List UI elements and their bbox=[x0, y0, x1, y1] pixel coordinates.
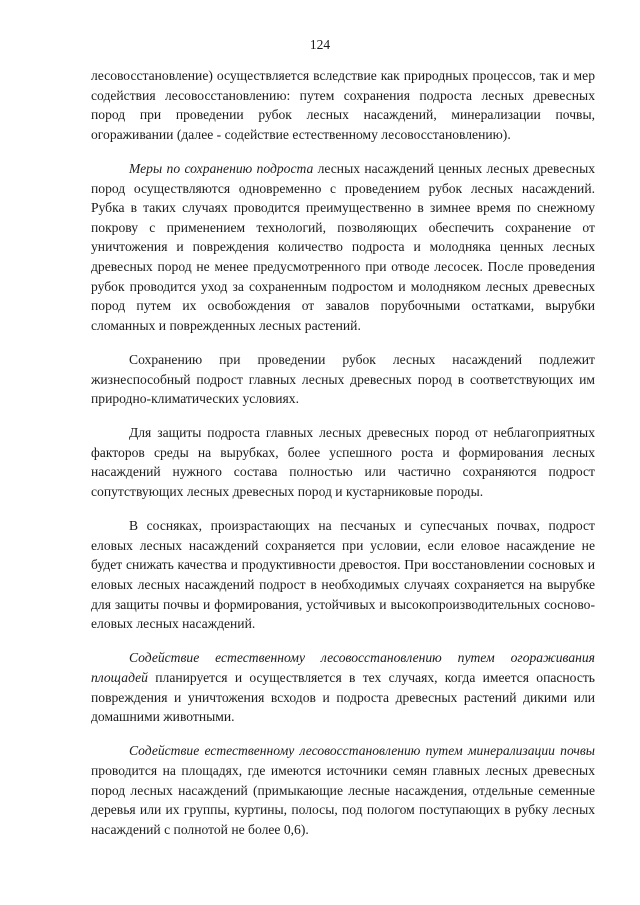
paragraph-continuation bbox=[91, 66, 595, 144]
paragraph-fencing bbox=[91, 648, 595, 726]
paragraph-emphasis: Содействие естественному лесовосстановлению путем огораживания площадей bbox=[91, 650, 595, 685]
paragraph-soil-mineralization bbox=[91, 741, 595, 839]
paragraph-text: проводится на площадях, где имеются источники семян главных лесных древесных пород лесных насаждений (примыкающие лесные насаждения, отдельные семенные деревья или их группы, куртины, полосы, под пологом поступающих в рубку лесных насаждений с полнотой не более 0,6). bbox=[91, 762, 595, 837]
paragraph-emphasis: Содействие естественному лесовосстановлению путем минерализации почвы bbox=[129, 743, 595, 759]
paragraph-pine-forests bbox=[91, 516, 595, 634]
paragraph-text: Для защиты подроста главных лесных древесных пород от неблагоприятных факторов среды на вырубках, более успешного роста и формирования лесных насаждений нужного состава полностью или частично сохраняются подрост сопутствующих лесных древесных пород и кустарниковые породы. bbox=[91, 425, 595, 500]
paragraph-emphasis: Меры по сохранению подроста bbox=[129, 160, 314, 176]
paragraph-viable-undergrowth bbox=[91, 350, 595, 409]
paragraph-text: В сосняках, произрастающих на песчаных и супесчаных почвах, подрост еловых лесных насаждений сохраняется при условии, если еловое насаждение не будет снижать качества и продуктивности древостоя. При восстановлении сосновых и еловых лесных насаждений подрост в необходимых случаях сохраняется на вырубке для защиты почвы и формирования, устойчивых и высокопроизводительных сосново-еловых лесных насаждений. bbox=[91, 518, 595, 632]
paragraph-undergrowth-preservation bbox=[91, 159, 595, 335]
paragraph-protection bbox=[91, 423, 595, 501]
page-body bbox=[91, 66, 595, 839]
paragraph-text: лесных насаждений ценных лесных древесных пород осуществляются одновременно с проведением рубок лесных насаждений. Рубка в таких случаях проводится преимущественно в зимнее время по снежному покрову с применением технологий, позволяющих обеспечить сохранение от уничтожения и повреждения количество подроста и молодняка ценных лесных древесных пород не менее предусмотренного при отводе лесосек. После проведения рубок проводится уход за сохраненным подростом и молодняком лесных древесных пород путем их освобождения от завалов порубочными остатками, вырубки сломанных и поврежденных лесных растений. bbox=[91, 160, 595, 333]
paragraph-text: лесовосстановление) осуществляется вследствие как природных процессов, так и мер содействия лесовосстановлению: путем сохранения подроста лесных древесных пород при проведении рубок лесных насаждений, минерализации почвы, огораживании (далее - содействие естественному лесовосстановлению). bbox=[91, 68, 595, 142]
paragraph-text: Сохранению при проведении рубок лесных насаждений подлежит жизнеспособный подрост главных лесных древесных пород в соответствующих им природно-климатических условиях. bbox=[91, 351, 595, 407]
page-number: 124 bbox=[309, 37, 331, 52]
paragraph-text: планируется и осуществляется в тех случаях, когда имеется опасность повреждения и уничтожения всходов и подроста древесных растений дикими или домашними животными. bbox=[91, 670, 595, 725]
